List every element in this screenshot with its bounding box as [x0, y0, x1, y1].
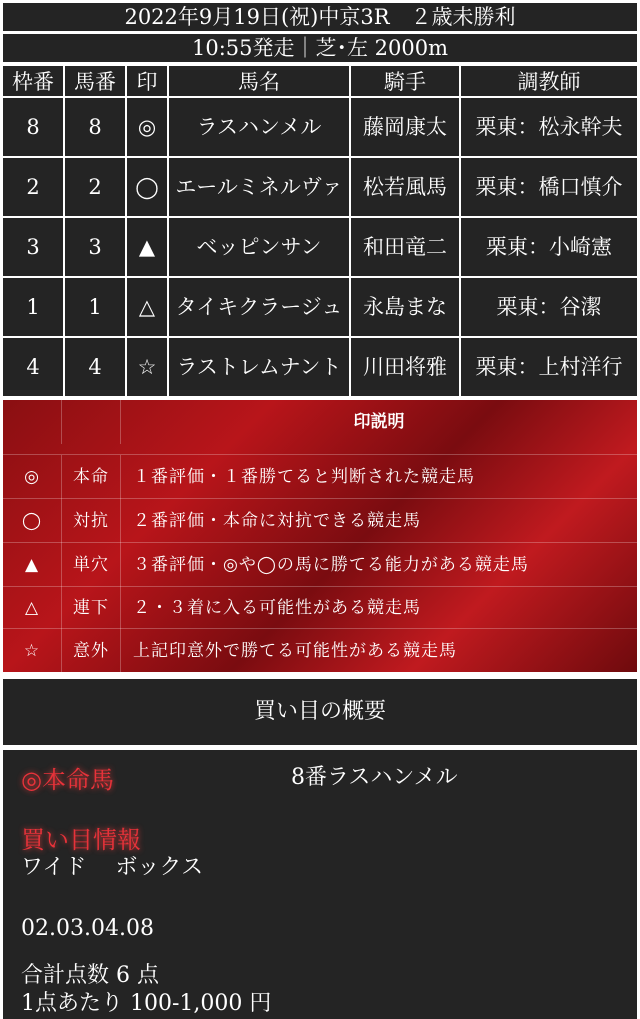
uma-cell: 3: [65, 218, 125, 276]
uma-cell: 1: [65, 278, 125, 336]
trainer-cell: 栗東：小崎憲: [461, 218, 637, 276]
legend-desc: ２・３着に入る可能性がある競走馬: [133, 598, 421, 618]
col-header-trainer: 調教師: [461, 66, 637, 96]
mark-cell: ◯: [127, 158, 167, 216]
table-row: [3, 338, 637, 396]
legend-row: [3, 542, 637, 587]
uma-cell: 8: [65, 98, 125, 156]
legend-title: 印説明: [353, 412, 405, 432]
legend-label: 本命: [62, 455, 121, 499]
buy-section: [3, 750, 637, 1019]
horse-name-cell: ベッピンサン: [169, 218, 349, 276]
race-title: 2022年9月19日(祝)中京3R ２歳未勝利: [3, 3, 637, 31]
col-header-name: 馬名: [169, 66, 349, 96]
legend-desc: ３番評価・◎や◯の馬に勝てる能力がある競走馬: [133, 555, 529, 575]
col-header-jockey: 騎手: [351, 66, 459, 96]
mark-cell: ◎: [127, 98, 167, 156]
jockey-cell: 藤岡康太: [351, 98, 459, 156]
horse-name-cell: ラストレムナント: [169, 338, 349, 396]
table-row: [3, 98, 637, 156]
race-subtitle: 10:55発走｜芝･左 2000m: [3, 34, 637, 62]
legend-label: 対抗: [62, 499, 121, 543]
uma-cell: 2: [65, 158, 125, 216]
legend-row: [3, 454, 637, 499]
legend-header-row: [3, 400, 637, 444]
circle-icon: ◯: [3, 499, 62, 543]
legend-row: [3, 628, 637, 673]
honmei-value: 8番ラスハンメル: [291, 765, 458, 790]
horse-name-cell: エールミネルヴァ: [169, 158, 349, 216]
uma-cell: 4: [65, 338, 125, 396]
horse-name-cell: ラスハンメル: [169, 98, 349, 156]
table-row: [3, 158, 637, 216]
legend-desc: 上記印意外で勝てる可能性がある競走馬: [133, 641, 457, 661]
col-header-mark: 印: [127, 66, 167, 96]
buy-info-label: 買い目情報: [21, 826, 141, 854]
waku-cell: 3: [3, 218, 63, 276]
mark-cell: △: [127, 278, 167, 336]
bet-total: 合計点数 6 点: [21, 963, 159, 988]
legend-label: 連下: [62, 587, 121, 629]
legend-label: 意外: [62, 629, 121, 673]
mark-cell: ☆: [127, 338, 167, 396]
triangle-icon: △: [3, 587, 62, 629]
table-header-row: [3, 66, 637, 96]
trainer-cell: 栗東：上村洋行: [461, 338, 637, 396]
double-circle-icon: ◎: [3, 455, 62, 499]
jockey-cell: 川田将雅: [351, 338, 459, 396]
trainer-cell: 栗東：橋口慎介: [461, 158, 637, 216]
legend-label: 単穴: [62, 543, 121, 587]
jockey-cell: 松若風馬: [351, 158, 459, 216]
mark-cell: ▲: [127, 218, 167, 276]
jockey-cell: 永島まな: [351, 278, 459, 336]
waku-cell: 1: [3, 278, 63, 336]
bet-type: ワイド ボックス: [21, 855, 204, 880]
table-row: [3, 218, 637, 276]
legend-row: [3, 498, 637, 543]
legend-desc: ２番評価・本命に対抗できる競走馬: [133, 511, 421, 531]
honmei-label: ◎本命馬: [21, 766, 114, 794]
buy-section-title: 買い目の概要: [3, 679, 637, 745]
waku-cell: 2: [3, 158, 63, 216]
col-header-uma: 馬番: [65, 66, 125, 96]
horse-table: [1, 64, 639, 398]
trainer-cell: 栗東：松永幹夫: [461, 98, 637, 156]
legend-desc: １番評価・１番勝てると判断された競走馬: [133, 467, 475, 487]
mark-legend: [3, 400, 637, 672]
waku-cell: 8: [3, 98, 63, 156]
jockey-cell: 和田竜二: [351, 218, 459, 276]
legend-row: [3, 586, 637, 629]
table-row: [3, 278, 637, 336]
horse-name-cell: タイキクラージュ: [169, 278, 349, 336]
filled-triangle-icon: ▲: [3, 543, 62, 587]
bet-numbers: 02.03.04.08: [21, 916, 154, 941]
waku-cell: 4: [3, 338, 63, 396]
trainer-cell: 栗東：谷潔: [461, 278, 637, 336]
col-header-waku: 枠番: [3, 66, 63, 96]
star-icon: ☆: [3, 629, 62, 673]
bet-per-point: 1点あたり 100-1,000 円: [21, 991, 272, 1016]
